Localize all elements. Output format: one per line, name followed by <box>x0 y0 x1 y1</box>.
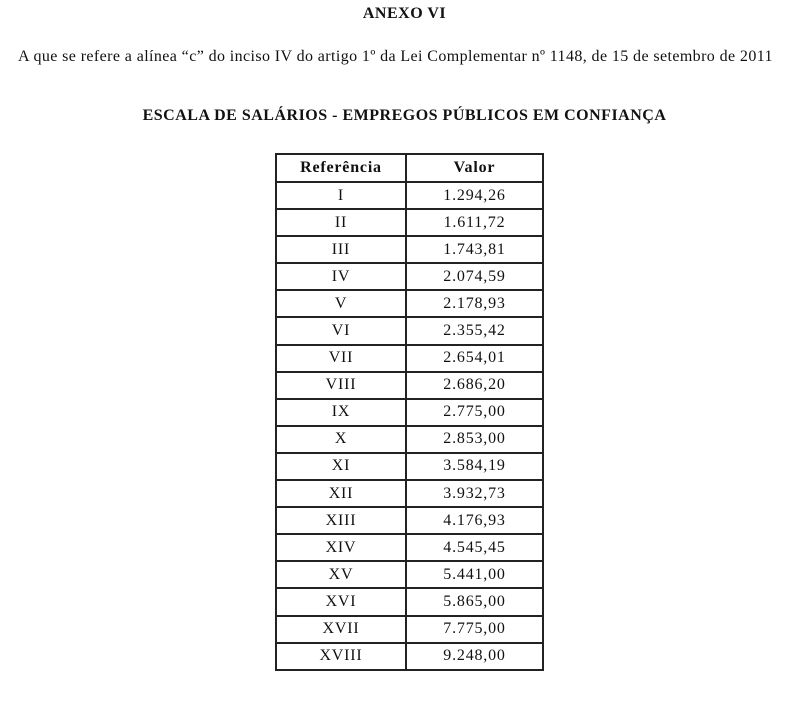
header-referencia: Referência <box>276 154 406 182</box>
valor-cell: 1.294,26 <box>406 182 543 209</box>
valor-cell: 5.865,00 <box>406 588 543 615</box>
table-row <box>276 399 543 426</box>
valor-cell: 4.176,93 <box>406 507 543 534</box>
table-row <box>276 182 543 209</box>
valor-cell: 3.932,73 <box>406 480 543 507</box>
salary-table <box>275 153 544 671</box>
annex-description: A que se refere a alínea “c” do inciso IV do artigo 1º da Lei Complementar nº 1148, de 15 de setembro de 2011 <box>18 48 773 65</box>
table-row <box>276 372 543 399</box>
table-row <box>276 453 543 480</box>
header-valor: Valor <box>406 154 543 182</box>
table-row <box>276 561 543 588</box>
table-row <box>276 507 543 534</box>
table-title: ESCALA DE SALÁRIOS - EMPREGOS PÚBLICOS EM CONFIANÇA <box>142 107 667 124</box>
table-row <box>276 317 543 344</box>
referencia-cell: XVII <box>276 616 406 643</box>
referencia-cell: V <box>276 290 406 317</box>
valor-cell: 2.074,59 <box>406 263 543 290</box>
referencia-cell: IV <box>276 263 406 290</box>
referencia-cell: XVIII <box>276 643 406 670</box>
referencia-cell: XIV <box>276 534 406 561</box>
referencia-cell: XIII <box>276 507 406 534</box>
table-row <box>276 480 543 507</box>
referencia-cell: II <box>276 209 406 236</box>
valor-cell: 2.355,42 <box>406 317 543 344</box>
table-row <box>276 534 543 561</box>
table-header-row <box>276 154 543 182</box>
referencia-cell: I <box>276 182 406 209</box>
table-row <box>276 345 543 372</box>
referencia-cell: XVI <box>276 588 406 615</box>
referencia-cell: VI <box>276 317 406 344</box>
table-row <box>276 616 543 643</box>
referencia-cell: VIII <box>276 372 406 399</box>
referencia-cell: IX <box>276 399 406 426</box>
valor-cell: 3.584,19 <box>406 453 543 480</box>
table-row <box>276 643 543 670</box>
valor-cell: 2.775,00 <box>406 399 543 426</box>
table-row <box>276 209 543 236</box>
valor-cell: 2.178,93 <box>406 290 543 317</box>
valor-cell: 7.775,00 <box>406 616 543 643</box>
valor-cell: 1.743,81 <box>406 236 543 263</box>
valor-cell: 2.853,00 <box>406 426 543 453</box>
table-row <box>276 236 543 263</box>
valor-cell: 4.545,45 <box>406 534 543 561</box>
table-row <box>276 588 543 615</box>
valor-cell: 9.248,00 <box>406 643 543 670</box>
annex-title: ANEXO VI <box>362 5 447 22</box>
valor-cell: 2.686,20 <box>406 372 543 399</box>
referencia-cell: XI <box>276 453 406 480</box>
table-row <box>276 263 543 290</box>
referencia-cell: X <box>276 426 406 453</box>
valor-cell: 1.611,72 <box>406 209 543 236</box>
referencia-cell: XV <box>276 561 406 588</box>
valor-cell: 2.654,01 <box>406 345 543 372</box>
table-row <box>276 290 543 317</box>
referencia-cell: XII <box>276 480 406 507</box>
referencia-cell: III <box>276 236 406 263</box>
valor-cell: 5.441,00 <box>406 561 543 588</box>
referencia-cell: VII <box>276 345 406 372</box>
table-row <box>276 426 543 453</box>
